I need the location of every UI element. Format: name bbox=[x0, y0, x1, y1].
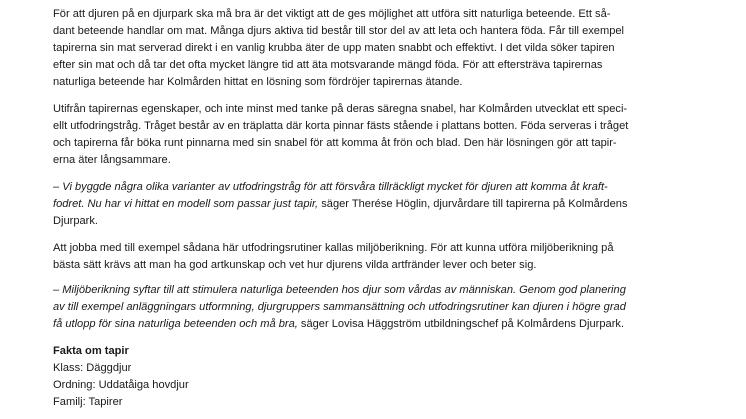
text-line bbox=[53, 299, 683, 316]
text-line: ellt utfodringstråg. Tråget består av en träplatta där korta pinnar fästs stående i plattans botten. Föda serveras i tråget bbox=[53, 120, 629, 133]
paragraph-feeding-behaviour bbox=[53, 6, 683, 91]
paragraph-quote-hoglin bbox=[53, 179, 683, 230]
text-line: efter sin mat och då tar det ofta mycket längre tid att äta motsvarande mängd föda. För att eftersträva tapirernas bbox=[53, 59, 603, 72]
text-line bbox=[53, 179, 683, 196]
quote-text: – Miljöberikning syftar till att stimulera naturliga beteenden hos djur som vårdas av människan. Genom god planering bbox=[53, 284, 626, 296]
text-line: Djurpark. bbox=[53, 215, 99, 228]
text-line: För att djuren på en djurpark ska må bra är det viktigt att de ges möjlighet att utföra sitt naturliga beteende. Ett så- bbox=[53, 8, 611, 20]
text-line: naturliga beteende har Kolmården hittat en lösning som fördröjer tapirernas ätande. bbox=[53, 76, 463, 89]
quote-text: – Vi byggde några olika varianter av utfodringstråg för att försvåra tillräckligt mycket för djuren att komma åt kraft- bbox=[53, 181, 608, 193]
text-line: erna äter långsammare. bbox=[53, 154, 171, 167]
attribution-text: säger Therése Höglin, djurvårdare till tapirerna på Kolmårdens bbox=[318, 198, 628, 211]
text-line: Utifrån tapirernas egenskaper, och inte minst med tanke på deras säregna snabel, har Kolmården utvecklat ett speci- bbox=[53, 103, 628, 115]
text-line bbox=[53, 282, 683, 299]
quote-text: av till exempel anläggningars utformning, djurgruppers sammansättning och utfodringsrutiner kan djuren i högre grad bbox=[53, 301, 626, 314]
fact-item: Familj: Tapirer bbox=[53, 396, 123, 409]
facts-heading: Fakta om tapir bbox=[53, 345, 129, 357]
text-line bbox=[53, 316, 683, 333]
quote-text: få utlopp för sina naturliga beteenden och må bra, bbox=[53, 318, 298, 331]
facts-box bbox=[53, 343, 683, 411]
text-line: bästa sätt krävs att man ha god artkunskap och vet hur djurens vilda artfränder lever och beter sig. bbox=[53, 259, 537, 272]
attribution-text: säger Lovisa Häggström utbildningschef på Kolmårdens Djurpark. bbox=[297, 318, 625, 331]
fact-item: Ordning: Uddatåiga hovdjur bbox=[53, 379, 189, 392]
fact-item: Klass: Däggdjur bbox=[53, 362, 132, 375]
paragraph-environmental-enrichment bbox=[53, 240, 683, 274]
text-line: Att jobba med till exempel sådana här utfodringsrutiner kallas miljöberikning. För att kunna utföra miljöberikning på bbox=[53, 242, 614, 254]
text-line: dant beteende handlar om mat. Många djurs aktiva tid består till stor del av att leta och hantera föda. Får till exempel bbox=[53, 25, 625, 38]
paragraph-feeding-trough bbox=[53, 101, 683, 169]
quote-text: fodret. Nu har vi hittat en modell som passar just tapir, bbox=[53, 198, 319, 211]
text-line bbox=[53, 196, 683, 213]
text-line: tapirerna sin mat serverad direkt i en vanlig krubba äter de upp maten snabbt och effektivt. I det vilda söker tapiren bbox=[53, 42, 615, 55]
paragraph-quote-haggstrom bbox=[53, 282, 683, 333]
text-line: och tapirerna får böka runt pinnarna med sin snabel för att komma åt frön och blad. Den här lösningen gör att tapir- bbox=[53, 137, 617, 150]
